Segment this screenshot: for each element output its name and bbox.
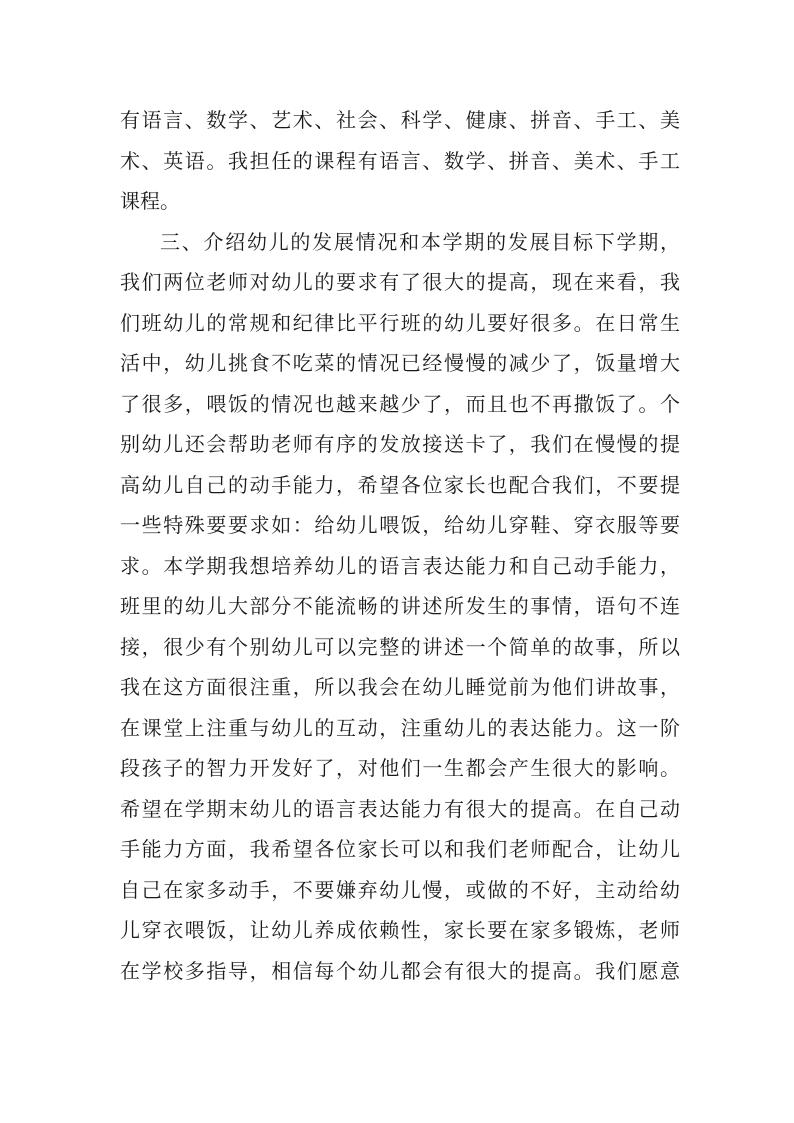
text-line: 儿穿衣喂饭，让幼儿养成依赖性，家长要在家多锻炼，老师 — [120, 918, 680, 942]
text-line: 我们两位老师对幼儿的要求有了很大的提高，现在来看，我 — [120, 270, 680, 294]
text-line: 们班幼儿的常规和纪律比平行班的幼儿要好很多。在日常生 — [120, 310, 680, 335]
text-line: 有语言、数学、艺术、社会、科学、健康、拼音、手工、美 — [120, 108, 680, 132]
paragraph-2 — [120, 222, 680, 992]
text-line: 希望在学期末幼儿的语言表达能力有很大的提高。在自己动 — [120, 796, 680, 821]
text-line: 求。本学期我想培养幼儿的语言表达能力和自己动手能力， — [120, 553, 680, 578]
text-line: 自己在家多动手，不要嫌弃幼儿慢，或做的不好，主动给幼 — [120, 877, 680, 902]
text-line: 一些特殊要要求如：给幼儿喂饭，给幼儿穿鞋、穿衣服等要 — [120, 513, 680, 537]
text-line: 在学校多指导，相信每个幼儿都会有很大的提高。我们愿意 — [120, 958, 680, 983]
body-text — [120, 100, 680, 991]
text-line: 高幼儿自己的动手能力，希望各位家长也配合我们，不要提 — [120, 472, 680, 497]
text-line: 接，很少有个别幼儿可以完整的讲述一个简单的故事，所以 — [120, 634, 680, 659]
text-line: 在课堂上注重与幼儿的互动，注重幼儿的表达能力。这一阶 — [120, 715, 680, 740]
text-line: 班里的幼儿大部分不能流畅的讲述所发生的事情，语句不连 — [120, 594, 680, 618]
paragraph-1 — [120, 100, 680, 222]
text-line: 段孩子的智力开发好了，对他们一生都会产生很大的影响。 — [120, 756, 680, 780]
text-line: 了很多，喂饭的情况也越来越少了，而且也不再撒饭了。个 — [120, 391, 680, 416]
text-line: 活中，幼儿挑食不吃菜的情况已经慢慢的减少了，饭量增大 — [120, 351, 680, 375]
text-line: 别幼儿还会帮助老师有序的发放接送卡了，我们在慢慢的提 — [120, 432, 680, 456]
text-line: 三、介绍幼儿的发展情况和本学期的发展目标下学期， — [160, 229, 680, 254]
text-line: 术、英语。我担任的课程有语言、数学、拼音、美术、手工 — [120, 148, 680, 173]
text-line: 我在这方面很注重，所以我会在幼儿睡觉前为他们讲故事， — [120, 675, 680, 699]
text-line: 手能力方面，我希望各位家长可以和我们老师配合，让幼儿 — [120, 837, 680, 861]
text-line: 课程。 — [120, 189, 180, 213]
